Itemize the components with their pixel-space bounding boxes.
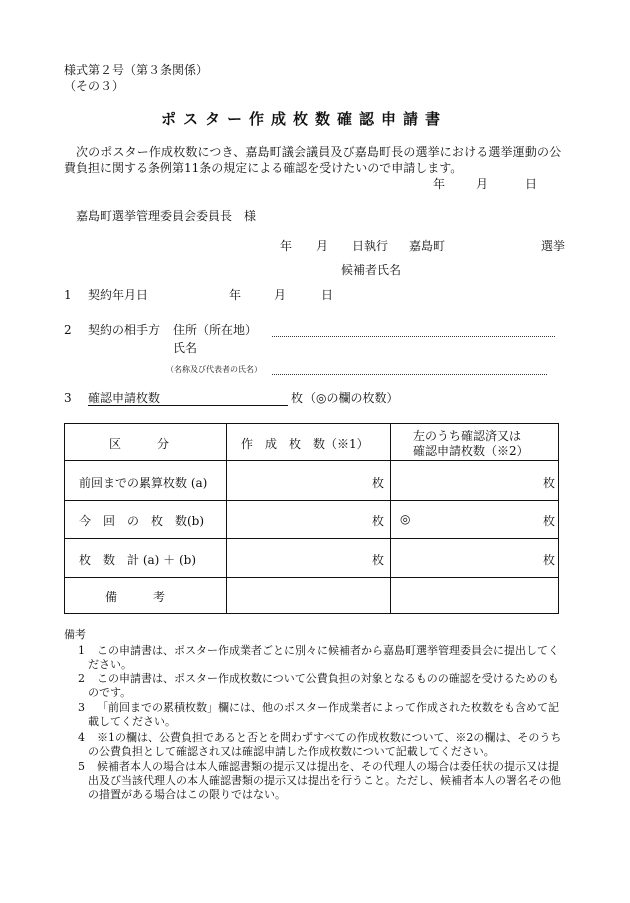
item-2-number: 2	[64, 323, 72, 337]
item-2-name-label: 氏名	[173, 341, 198, 355]
item-1-year: 年	[229, 288, 242, 302]
table-row-line-2	[65, 500, 558, 501]
header-kubun: 区 分	[109, 437, 170, 451]
notes-heading: 備考	[64, 628, 86, 641]
row-current-label: 今 回 の 枚 数(b)	[79, 514, 205, 528]
addressee: 嘉島町選挙管理委員会委員長 様	[76, 209, 257, 223]
election-year: 年	[280, 239, 293, 253]
item-2-representative-label: （名称及び代表者の氏名）	[166, 365, 262, 374]
form-number: 様式第２号（第３条関係）	[64, 63, 209, 77]
row-previous-label: 前回までの累算枚数 (a)	[79, 476, 208, 490]
item-2-label: 契約の相手方	[88, 323, 161, 337]
row-current-made-unit: 枚	[372, 514, 385, 528]
note-1-text: この申請書は、ポスター作成業者ごとに別々に候補者から嘉島町選挙管理委員会に提出してください。	[88, 644, 559, 671]
note-4-number: 4	[78, 731, 85, 744]
row-previous-made-unit: 枚	[372, 476, 385, 490]
row-total-label: 枚 数 計 (a) ＋ (b)	[79, 553, 197, 567]
row-current-confirmed-unit: 枚	[543, 514, 556, 528]
row-remarks-label: 備 考	[105, 590, 166, 604]
note-5-number: 5	[78, 760, 85, 773]
intro-line-1: 次のポスター作成枚数につき、嘉島町議会議員及び嘉島町長の選挙における選挙運動の公	[76, 145, 562, 159]
count-table	[64, 423, 559, 614]
note-4-text: ※1の欄は、公費負担であると否とを問わずすべての作成枚数について、※2の欄は、そのうちの公費負担として確認され又は確認申請した作成枚数について記載してください。	[88, 731, 562, 758]
table-divider-2	[390, 424, 391, 613]
date-month: 月	[476, 177, 489, 191]
election-town: 嘉島町	[409, 239, 446, 253]
election-month: 月	[316, 239, 329, 253]
row-total-made-unit: 枚	[372, 553, 385, 567]
table-row-line-3	[65, 538, 558, 539]
date-year: 年	[433, 177, 446, 191]
row-current-mark: ◎	[400, 512, 411, 526]
page-title: ポスター作成枚数確認申請書	[161, 110, 448, 128]
name-dotted-line[interactable]	[272, 374, 547, 375]
note-2-text: この申請書は、ポスター作成枚数について公費負担の対象となるものの確認を受けるためのものです。	[88, 672, 559, 699]
item-1-label: 契約年月日	[88, 288, 149, 302]
header-confirmed-2: 確認申請枚数（※2）	[413, 444, 529, 458]
item-1-day: 日	[321, 288, 334, 302]
election-type: 選挙	[541, 239, 566, 253]
header-made-count: 作 成 枚 数（※1）	[241, 437, 369, 451]
header-confirmed-1: 左のうち確認済又は	[413, 429, 522, 443]
note-2-number: 2	[78, 672, 85, 685]
item-3-note: （◎の欄の枚数）	[304, 391, 399, 405]
table-row-line-4	[65, 577, 558, 578]
election-held: 日執行	[352, 239, 389, 253]
note-1-number: 1	[78, 644, 85, 657]
item-2-address-label: 住所（所在地）	[173, 323, 258, 337]
address-dotted-line[interactable]	[272, 336, 555, 337]
note-3-number: 3	[78, 701, 85, 714]
candidate-name-label: 候補者氏名	[341, 263, 402, 277]
table-divider-1	[226, 424, 227, 613]
table-row-line-1	[65, 460, 558, 461]
form-sub-number: （その３）	[64, 79, 125, 93]
row-previous-confirmed-unit: 枚	[543, 476, 556, 490]
item-3-label: 確認申請枚数	[88, 391, 161, 405]
note-5-text: 候補者本人の場合は本人確認書類の提示又は提出を、その代理人の場合は委任状の提示又は提出及び当該代理人の本人確認書類の提示又は提出を行うこと。ただし、候補者本人の署名その他の措置がある場合はこの限りではない。	[88, 760, 561, 801]
item-3-unit: 枚	[291, 391, 304, 405]
date-day: 日	[525, 177, 538, 191]
row-total-confirmed-unit: 枚	[543, 553, 556, 567]
item-1-number: 1	[64, 288, 72, 302]
item-1-month: 月	[274, 288, 287, 302]
item-3-number: 3	[64, 391, 72, 405]
intro-line-2: 費負担に関する条例第11条の規定による確認を受けたいので申請します。	[64, 161, 463, 175]
item-3-underline[interactable]	[88, 405, 288, 406]
note-3-text: 「前回までの累積枚数」欄には、他のポスター作成業者によって作成された枚数をも含めて記載してください。	[88, 701, 559, 728]
